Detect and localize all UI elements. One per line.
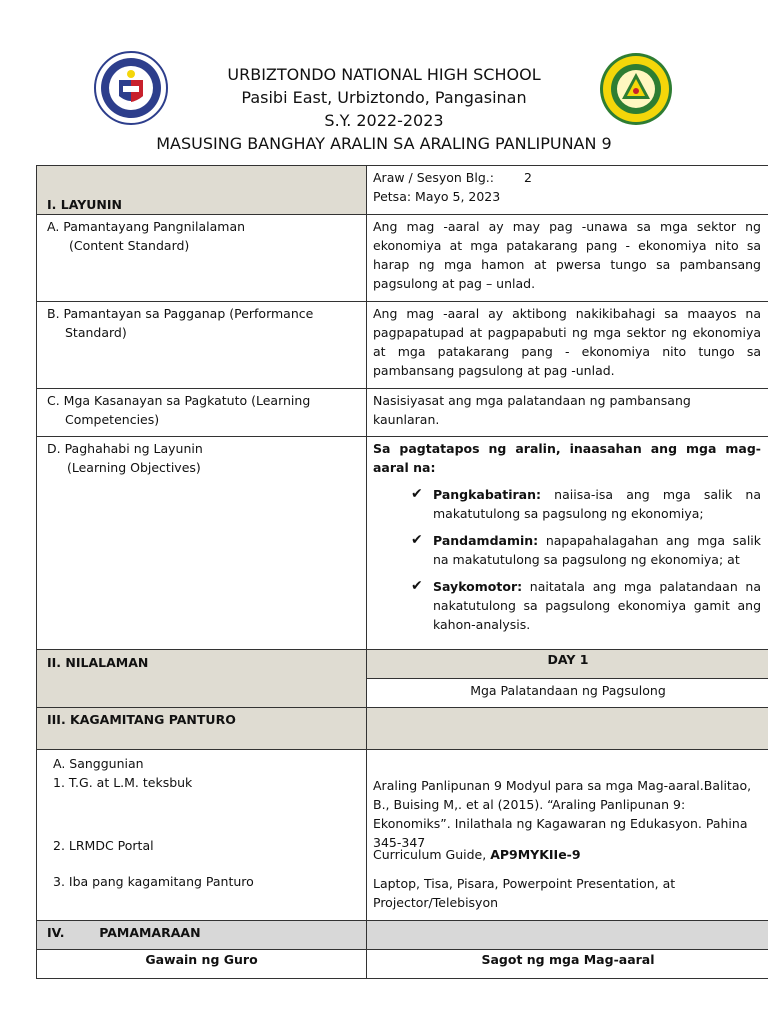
section-nilalaman-label: II. NILALAMAN — [47, 655, 149, 670]
column-header-mag-aaral: Sagot ng mga Mag-aaral — [367, 950, 768, 979]
curriculum-code: AP9MYKIIe-9 — [490, 847, 581, 862]
document-header — [0, 0, 768, 160]
curriculum-prefix: Curriculum Guide, — [373, 847, 491, 862]
row-kagamitan-header — [37, 708, 768, 750]
competencies-text: Nasisiyasat ang mga palatandaan ng pambansang kaunlaran. — [367, 389, 768, 437]
cell-kagamitan-header — [37, 708, 367, 750]
check-icon: ✔ — [411, 532, 423, 548]
row-performance-standard — [37, 302, 768, 389]
performance-standard-sub: Standard) — [65, 325, 127, 340]
row-learning-objectives — [37, 437, 768, 650]
cell-objectives-list — [367, 437, 768, 650]
nilalaman-topic: Mga Palatandaan ng Pagsulong — [367, 679, 768, 708]
content-standard-text: Ang mag -aaral ay may pag -unawa sa mga sektor ng ekonomiya at mga patakarang pang - ekonomiya nito sa harap ng mga hamon at pwersa tungo sa pambansang pagsulong at pag – unlad. — [367, 215, 768, 302]
competencies-label: C. Mga Kasanayan sa Pagkatuto (Learning — [47, 393, 311, 408]
cell-layunin-header — [37, 166, 367, 215]
objectives-sub: (Learning Objectives) — [67, 460, 201, 475]
objectives-label: D. Paghahabi ng Layunin — [47, 441, 203, 456]
reference-materials: Laptop, Tisa, Pisara, Powerpoint Presentation, at Projector/Telebisyon — [373, 876, 676, 910]
cell-nilalaman-header — [37, 650, 367, 708]
cell-competencies-label — [37, 389, 367, 437]
row-column-headers — [37, 950, 768, 979]
kagamitan-item-1: 1. T.G. at L.M. teksbuk — [53, 775, 193, 790]
kagamitan-item-2: 2. LRMDC Portal — [53, 838, 154, 853]
sanggunian-label: A. Sanggunian — [53, 756, 144, 771]
session-number: 2 — [523, 170, 532, 185]
cell-session-info — [367, 166, 768, 215]
objective-text: napapahalagahan ang mga salik na makatutulong sa pagsulong ng ekonomiya; at — [433, 533, 761, 567]
row-kagamitan-items — [37, 750, 768, 921]
plan-title: MASUSING BANGHAY ARALIN SA ARALING PANLIPUNAN 9 — [156, 134, 612, 153]
cell-pamamaraan-header — [37, 921, 367, 950]
objective-text: naiisa-isa ang mga salik na makatutulong sa pagsulong ng ekonomiya; — [433, 487, 761, 521]
school-name: URBIZTONDO NATIONAL HIGH SCHOOL — [227, 65, 541, 84]
performance-standard-label: B. Pamantayan sa Pagganap (Performance — [47, 306, 314, 321]
row-layunin — [37, 166, 768, 215]
objective-item — [373, 577, 761, 634]
session-date: Petsa: Mayo 5, 2023 — [373, 189, 501, 204]
reference-curriculum — [373, 845, 581, 864]
section-kagamitan-label: III. KAGAMITANG PANTURO — [47, 712, 236, 727]
session-line — [373, 168, 761, 187]
cell-pamamaraan-blank — [367, 921, 768, 950]
school-year: S.Y. 2022-2023 — [324, 111, 444, 130]
objective-item — [373, 531, 761, 569]
objective-term: Pangkabatiran: — [433, 487, 541, 502]
row-learning-competencies — [37, 389, 768, 437]
cell-content-standard-label — [37, 215, 367, 302]
row-nilalaman-day — [37, 650, 768, 679]
objectives-intro: Sa pagtatapos ng aralin, inaasahan ang mga mag-aaral na: — [373, 441, 761, 475]
cell-objectives-label — [37, 437, 367, 650]
lesson-plan-table — [36, 165, 768, 979]
check-icon: ✔ — [411, 578, 423, 594]
cell-performance-standard-label — [37, 302, 367, 389]
check-icon: ✔ — [411, 486, 423, 502]
kagamitan-item-3: 3. Iba pang kagamitang Panturo — [53, 874, 254, 889]
nilalaman-day: DAY 1 — [367, 650, 768, 679]
pamamaraan-label: PAMAMARAAN — [99, 925, 201, 940]
objective-term: Saykomotor: — [433, 579, 523, 594]
school-address: Pasibi East, Urbiztondo, Pangasinan — [241, 88, 527, 107]
column-header-guro: Gawain ng Guro — [37, 950, 367, 979]
performance-standard-text: Ang mag -aaral ay aktibong nakikibahagi sa maayos na pagpapatupad at pagpapabuti ng mga sektor ng ekonomiya at mga patakarang pang - ekonomiya nito tungo sa pambansang pagsulong at pag -unlad. — [367, 302, 768, 389]
cell-kagamitan-refs — [367, 750, 768, 921]
objective-text: naitatala ang mga palatandaan na nakatutulong sa pagsulong ekonomiya gamit ang kahon-analysis. — [433, 579, 761, 632]
row-pamamaraan — [37, 921, 768, 950]
content-standard-sub: (Content Standard) — [69, 238, 190, 253]
cell-kagamitan-blank — [367, 708, 768, 750]
cell-kagamitan-list — [37, 750, 367, 921]
session-label: Araw / Sesyon Blg.: — [373, 170, 494, 185]
pamamaraan-number: IV. — [47, 925, 65, 940]
reference-textbook: Araling Panlipunan 9 Modyul para sa mga Mag-aaral.Balitao, B., Buising M,. et al (2015). “Araling Panlipunan 9: Ekonomiks”. Inilathala ng Kagawaran ng Edukasyon. Pahina 345-347 — [373, 778, 752, 850]
competencies-sub: Competencies) — [65, 412, 160, 427]
objective-term: Pandamdamin: — [433, 533, 539, 548]
content-standard-label: A. Pamantayang Pangnilalaman — [47, 219, 246, 234]
objective-item — [373, 485, 761, 523]
row-content-standard — [37, 215, 768, 302]
section-layunin-label: I. LAYUNIN — [47, 197, 122, 212]
